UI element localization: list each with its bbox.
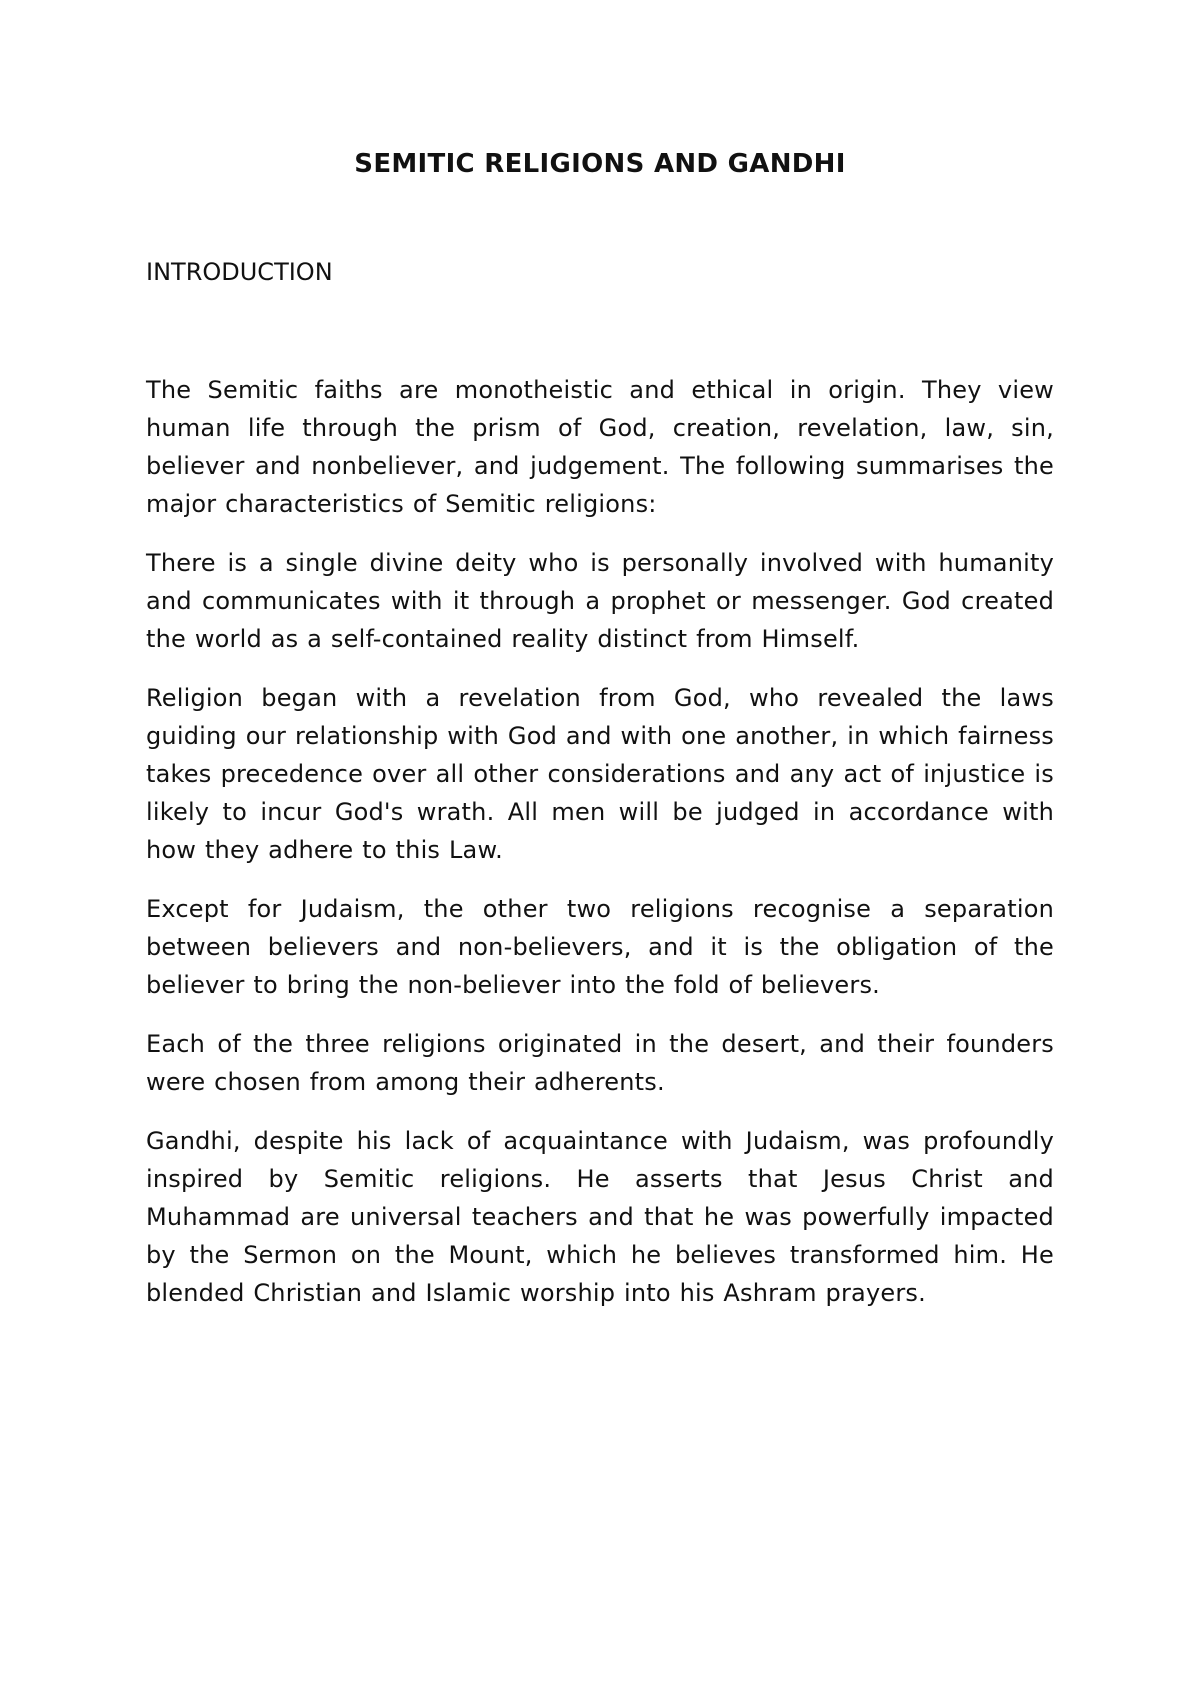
paragraph-3: Religion began with a revelation from God, who revealed the laws guiding our relationship with God and with one another, in which fairness takes precedence over all other considerations and any act of injustice is likely to incur God's wrath. All men will be judged in accordance with how they adhere to this Law. [146,684,1054,864]
document-title: SEMITIC RELIGIONS AND GANDHI [354,149,846,179]
paragraph-5: Each of the three religions originated in the desert, and their founders were chosen from among their adherents. [146,1030,1054,1096]
section-heading-introduction: INTRODUCTION [146,258,333,286]
paragraph-1: The Semitic faiths are monotheistic and ethical in origin. They view human life through the prism of God, creation, revelation, law, sin, believer and nonbeliever, and judgement. The following summarises the major characteristics of Semitic religions: [146,376,1054,518]
paragraph-2: There is a single divine deity who is personally involved with humanity and communicates with it through a prophet or messenger. God created the world as a self-contained reality distinct from Himself. [146,549,1054,653]
document-body [146,371,1054,1312]
paragraph-4: Except for Judaism, the other two religions recognise a separation between believers and non-believers, and it is the obligation of the believer to bring the non-believer into the fold of believers. [146,895,1054,999]
paragraph-6: Gandhi, despite his lack of acquaintance with Judaism, was profoundly inspired by Semitic religions. He asserts that Jesus Christ and Muhammad are universal teachers and that he was powerfully impacted by the Sermon on the Mount, which he believes transformed him. He blended Christian and Islamic worship into his Ashram prayers. [146,1127,1054,1307]
